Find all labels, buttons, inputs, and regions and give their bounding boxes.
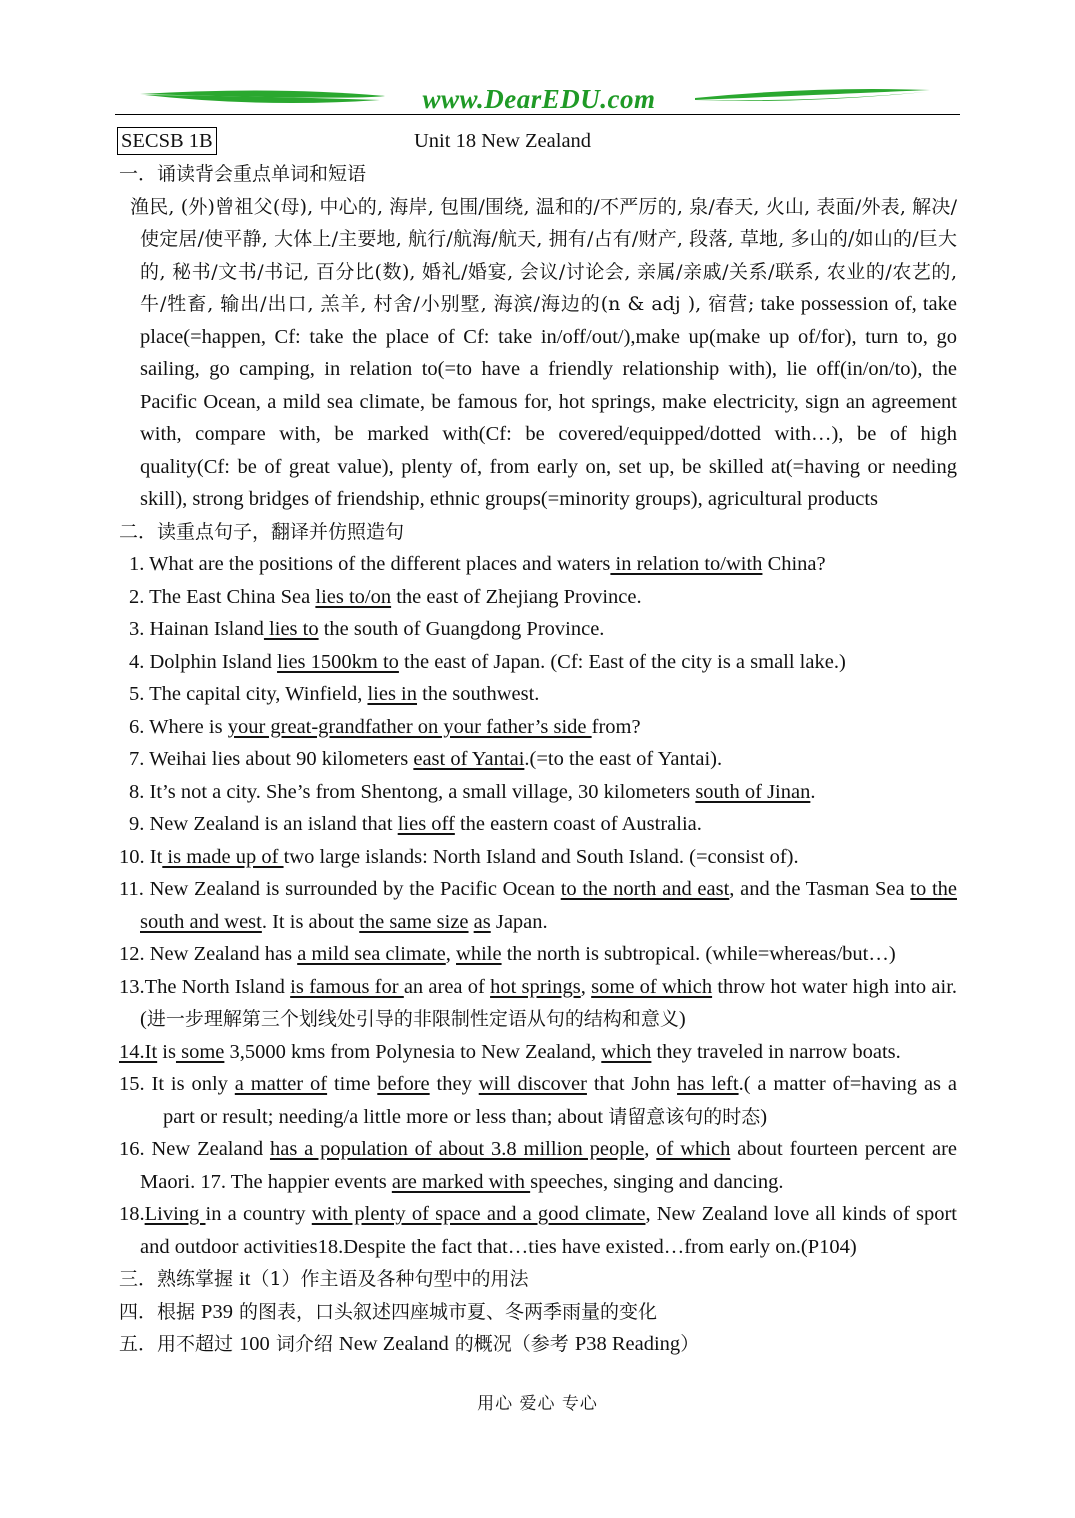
sentence-6: 6. Where is your great-grandfather on your father’s side from? (129, 715, 641, 738)
vocabulary-paragraph (119, 191, 957, 516)
section-heading-1: 一．诵读背会重点单词和短语 (119, 163, 367, 185)
page-footer: 用心 爱心 专心 (477, 1394, 598, 1414)
sentence-3: 3. Hainan Island lies to the south of Guangdong Province. (129, 618, 605, 640)
section-heading-2: 二．读重点句子，翻译并仿照造句 (119, 520, 405, 543)
sentence-8: 8. It’s not a city. She’s from Shentong, a small village, 30 kilometers south of Jinan. (129, 780, 816, 803)
section-heading-4: 四．根据 P39 的图表，口头叙述四座城市夏、冬两季雨量的变化 (119, 1300, 657, 1323)
unit-title: Unit 18 New Zealand (414, 130, 592, 152)
course-code: SECSB 1B (117, 127, 217, 155)
sentence-11: 11. New Zealand is surrounded by the Pacific Ocean to the north and east, and the Tasman Sea to the south and west. It is about the same size as Japan. (119, 878, 957, 933)
sentence-16-17: 16. New Zealand has a population of about 3.8 million people, of which about fourteen percent are Maori. 17. The happier events are marked with speeches, singing and dancing. (119, 1138, 957, 1193)
vocab-chinese: 渔民, (外)曾祖父(母), 中心的, 海岸, 包围/围绕, 温和的/不严厉的, 泉/春天, 火山, 表面/外表, 解决/使定居/使平静, 大体上/主要地, 航行/航海/航天, 拥有/占有/财产, 段落, 草地, 多山的/如山的/巨大的, 秘书/文书/书记, 百分比(数), 婚礼/婚宴, 会议/讨论会, 亲属/亲戚/关系/联系, 农业的/农艺的, 牛/牲畜, 输出/出口, 羔羊, 村舍/小别墅, 海滨/海边的(n & adj ), 宿营; (130, 195, 957, 315)
sentence-2: 2. The East China Sea lies to/on the east of Zhejiang Province. (129, 585, 642, 608)
header-divider (115, 114, 960, 115)
sentence-15: 15. It is only a matter of time before they will discover that John has left.( a matter of=having as a part or result; needing/a little more or less than; about 请留意该句的时态) (119, 1073, 957, 1128)
title-row (117, 127, 962, 155)
vocab-english: take possession of, take place(=happen, Cf: take the place of Cf: take in/off/out/),make up(make up of/for), turn to, go sailing, go camping, in relation to(=to have a friendly relationship with), lie off(in/on/to), the Pacific Ocean, a mild sea climate, be famous for, hot springs, make electricity, sign an agreement with, compare with, be marked with(Cf: be covered/equipped/dotted with…), be of high quality(Cf: be of great value), plenty of, from early on, set up, be skilled at(=having or needing skill), strong bridges of friendship, ethnic groups(=minority groups), agricultural products (140, 293, 957, 510)
sentence-10: 10. It is made up of two large islands: North Island and South Island. (=consist of). (119, 845, 799, 868)
sentence-12: 12. New Zealand has a mild sea climate, while the north is subtropical. (while=whereas/but…) (119, 943, 896, 965)
section-heading-3: 三．熟练掌握 it（1）作主语及各种句型中的用法 (119, 1268, 529, 1290)
section-heading-5: 五．用不超过 100 词介绍 New Zealand 的概况（参考 P38 Reading） (119, 1333, 700, 1355)
sentence-4: 4. Dolphin Island lies 1500km to the east of Japan. (Cf: East of the city is a small lake.) (129, 650, 846, 673)
sentence-18: 18.Living in a country with plenty of space and a good climate, New Zealand love all kinds of sport and outdoor activities18.Despite the fact that…ties have existed…from early on.(P104) (119, 1203, 957, 1258)
worksheet-body (119, 158, 957, 1361)
sentence-7: 7. Weihai lies about 90 kilometers east of Yantai.(=to the east of Yantai). (129, 748, 723, 770)
sentence-5: 5. The capital city, Winfield, lies in the southwest. (129, 683, 540, 705)
sentence-14: 14.It is some 3,5000 kms from Polynesia to New Zealand, which they traveled in narrow boats. (119, 1040, 901, 1063)
sentence-13: 13.The North Island is famous for an area of hot springs, some of which throw hot water high into air. (进一步理解第三个划线处引导的非限制性定语从句的结构和意义) (119, 975, 958, 1030)
sentence-9: 9. New Zealand is an island that lies off the eastern coast of Australia. (129, 813, 702, 835)
site-logo-text[interactable]: www.DearEDU.com (422, 84, 656, 114)
sentence-1: 1. What are the positions of the different places and waters in relation to/with China? (129, 553, 826, 575)
